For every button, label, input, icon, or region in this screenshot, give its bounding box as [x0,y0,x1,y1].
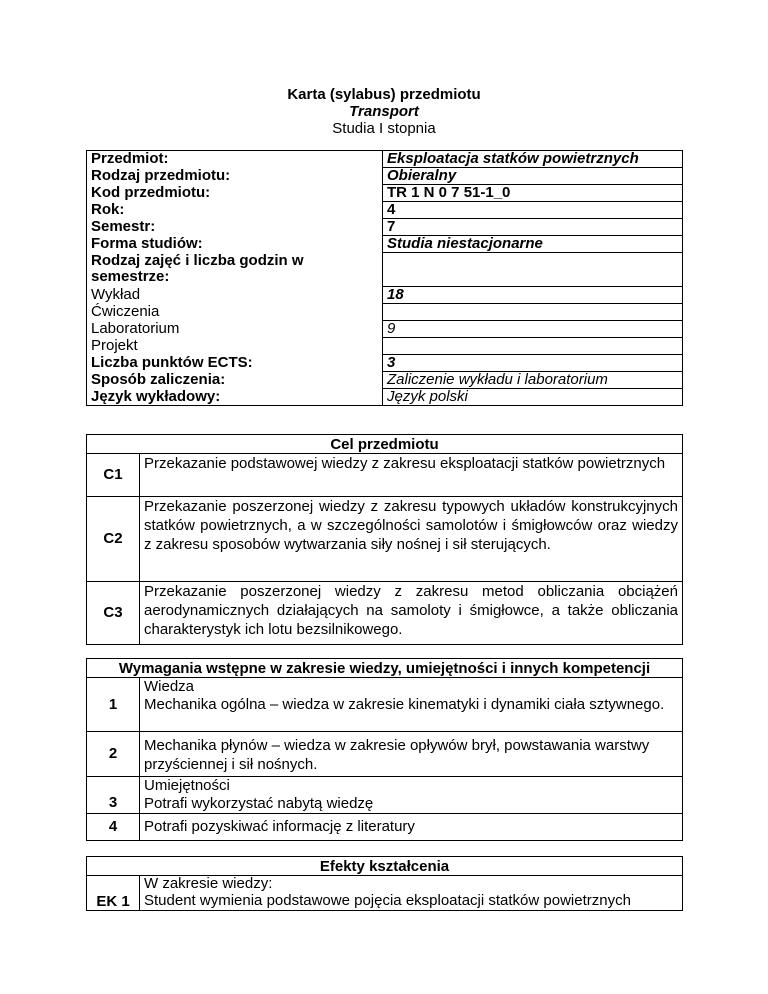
objective-code: C1 [87,454,140,497]
info-value: Eksploatacja statków powietrznych [387,150,639,167]
info-row [87,253,683,287]
info-value [383,253,683,287]
objective-text: Przekazanie podstawowej wiedzy z zakresu eksploatacji statków powietrznych [140,454,683,497]
info-row [87,321,683,338]
info-value: Zaliczenie wykładu i laboratorium [383,372,683,389]
info-row [87,338,683,355]
info-label: Język wykładowy: [87,389,383,406]
info-row [87,389,683,406]
prerequisite-row [87,678,683,696]
info-value [383,304,683,321]
prerequisite-row [87,695,683,732]
outcome-text: Student wymienia podstawowe pojęcia eksploatacji statków powietrznych [140,892,683,911]
prerequisites-title: Wymagania wstępne w zakresie wiedzy, umiejętności i innych kompetencji [87,659,683,678]
info-row [87,236,683,253]
prerequisite-code: 1 [87,678,140,732]
info-value: TR 1 N 0 7 51-1_0 [383,185,683,202]
outcome-subheading: W zakresie wiedzy: [140,876,683,893]
prerequisite-text: Potrafi pozyskiwać informację z literatury [140,814,683,841]
objective-text: Przekazanie poszerzonej wiedzy z zakresu typowych układów konstrukcyjnych statków powietrznych, a w szczególności samolotów i śmigłowców oraz wiedzy z zakresu sposobów wytwarzania siły nośnej i sił sterujących. [140,497,683,582]
objectives-title: Cel przedmiotu [87,435,683,454]
document-header [0,86,768,137]
info-label: Przedmiot: [87,151,383,168]
info-row [87,287,683,304]
info-label: Rok: [87,202,383,219]
outcomes-title: Efekty kształcenia [87,857,683,876]
prerequisite-row [87,732,683,777]
prerequisite-code: 3 [87,777,140,814]
objective-row [87,497,683,582]
objective-code: C3 [87,582,140,645]
prerequisite-code: 2 [87,732,140,777]
info-label: Liczba punktów ECTS: [87,355,383,372]
info-label: Laboratorium [87,321,383,338]
info-value: 9 [383,321,683,338]
info-row [87,304,683,321]
course-objectives-table [86,434,683,645]
prerequisite-text: Potrafi wykorzystać nabytą wiedzę [140,794,683,814]
info-row [87,202,683,219]
document-title: Karta (sylabus) przedmiotu [287,86,481,103]
info-value: Obieralny [383,168,683,185]
info-label: Sposób zaliczenia: [87,372,383,389]
prerequisite-row [87,794,683,814]
info-row [87,372,683,389]
info-row [87,219,683,236]
info-row [87,355,683,372]
info-label: Ćwiczenia [87,304,383,321]
info-value: 18 [383,287,683,304]
info-value: 4 [383,202,683,219]
outcome-code: EK 1 [87,876,140,911]
info-label: Forma studiów: [87,236,383,253]
prerequisites-table [86,658,683,841]
prerequisite-row [87,777,683,795]
prerequisite-row [87,814,683,841]
info-value: 7 [383,219,683,236]
info-row [87,185,683,202]
info-label: Wykład [87,287,383,304]
study-level: Studia I stopnia [332,120,436,137]
field-of-study: Transport [349,103,419,120]
outcome-row [87,892,683,911]
learning-outcomes-table [86,856,683,911]
objective-text: Przekazanie poszerzonej wiedzy z zakresu metod obliczania obciążeń aerodynamicznych działających na samoloty i śmigłowce, a także obliczania charakterystyk ich lotu bezsilnikowego. [140,582,683,645]
info-value: 3 [383,355,683,372]
info-value: Język polski [383,389,683,406]
objective-row [87,454,683,497]
prerequisite-text: Mechanika płynów – wiedza w zakresie opływów brył, powstawania warstwy przyściennej i sił nośnych. [140,732,683,777]
outcome-row [87,876,683,893]
prerequisite-text: Mechanika ogólna – wiedza w zakresie kinematyki i dynamiki ciała sztywnego. [140,695,683,732]
info-label: Rodzaj przedmiotu: [87,168,383,185]
info-label: Kod przedmiotu: [87,185,383,202]
info-label: Semestr: [87,219,383,236]
info-value [383,338,683,355]
prerequisite-subheading: Wiedza [140,678,683,696]
info-row [87,168,683,185]
prerequisite-subheading: Umiejętności [140,777,683,795]
info-label: Rodzaj zajęć i liczba godzin w semestrze: [87,253,383,287]
prerequisite-code: 4 [87,814,140,841]
objective-row [87,582,683,645]
info-value: Studia niestacjonarne [383,236,683,253]
course-info-table [86,150,683,406]
info-row [87,151,683,168]
objective-code: C2 [87,497,140,582]
info-label: Projekt [87,338,383,355]
